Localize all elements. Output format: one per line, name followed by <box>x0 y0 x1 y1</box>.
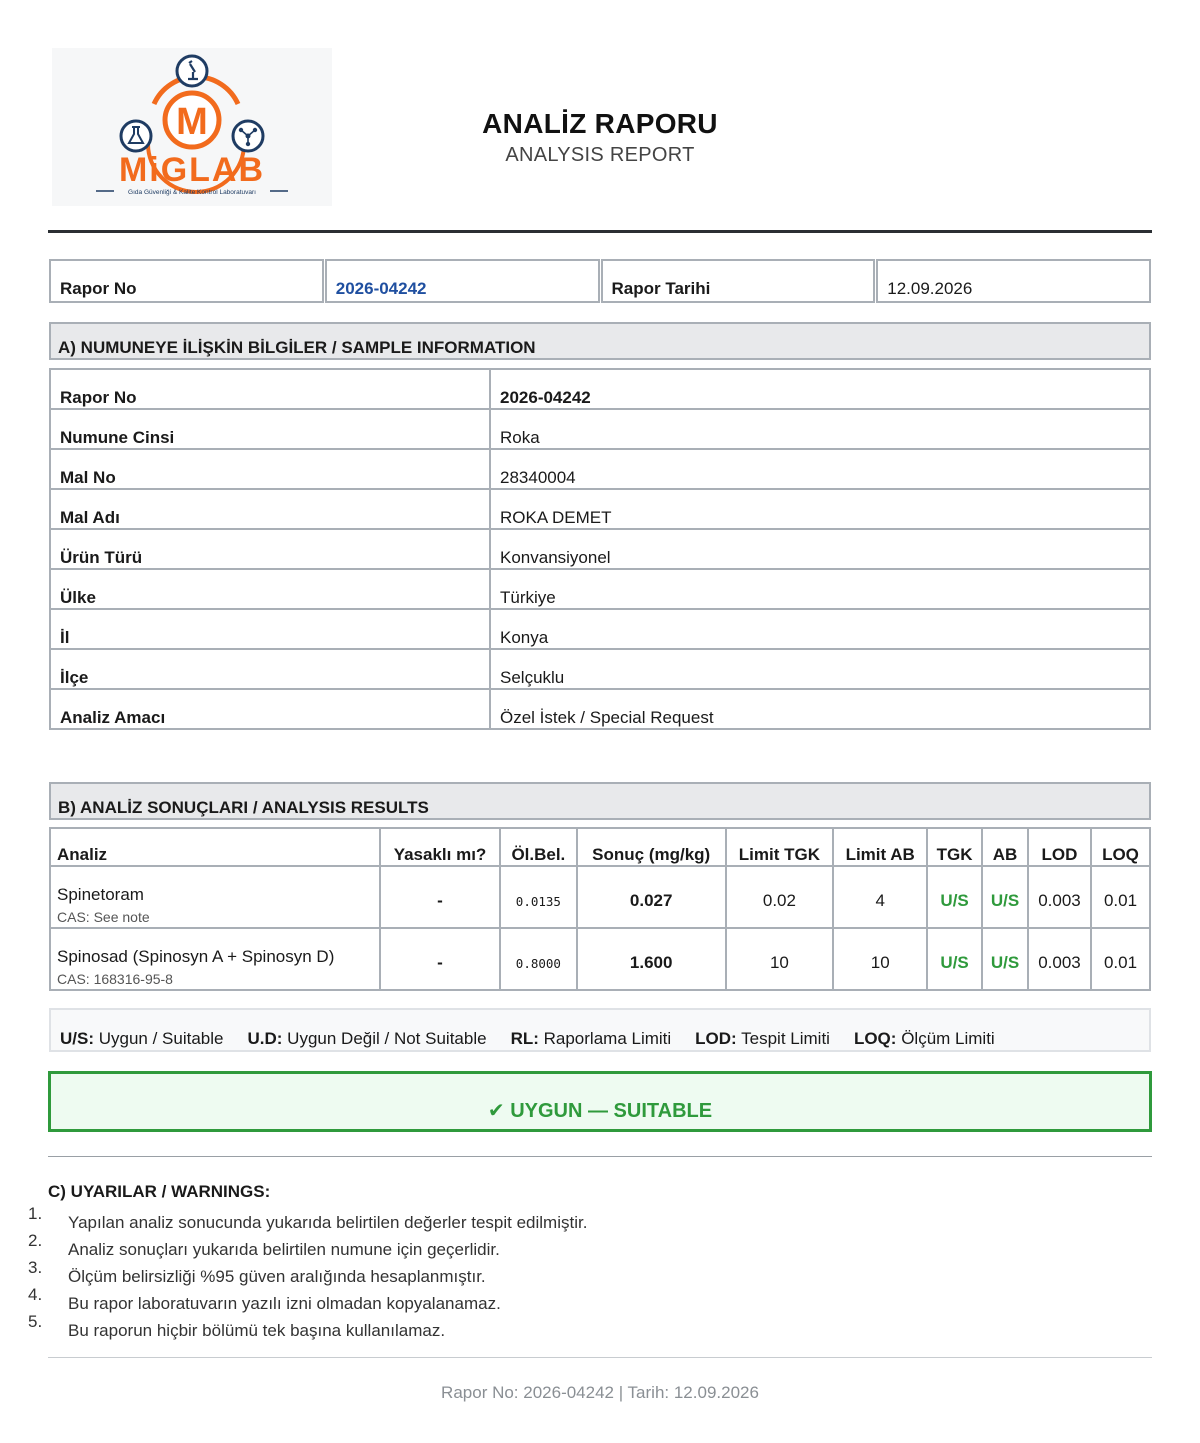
warning-text: Analiz sonuçları yukarıda belirtilen numune için geçerlidir. <box>68 1240 500 1259</box>
info-value: Konya <box>490 609 1150 649</box>
legend-abbr: LOD: <box>695 1029 737 1048</box>
info-value: Türkiye <box>490 569 1150 609</box>
result-value: 1.600 <box>577 928 726 990</box>
legend-item <box>854 1029 995 1049</box>
col-header-uncertainty: Öl.Bel. <box>500 828 577 866</box>
table-row <box>50 529 1150 569</box>
info-label: Ülke <box>50 569 490 609</box>
tgk-status: U/S <box>927 866 982 928</box>
col-header-loq: LOQ <box>1091 828 1150 866</box>
legend-text: Uygun Değil / Not Suitable <box>287 1029 487 1048</box>
abbreviation-legend <box>49 1008 1151 1052</box>
col-header-analysis: Analiz <box>50 828 380 866</box>
limit-tgk-value: 0.02 <box>726 866 834 928</box>
col-header-ab: AB <box>982 828 1028 866</box>
warning-number: 2. <box>28 1231 43 1250</box>
info-label: İlçe <box>50 649 490 689</box>
table-row <box>50 689 1150 729</box>
legend-abbr: LOQ: <box>853 1029 897 1048</box>
report-date-label: Rapor Tarihi <box>601 259 876 303</box>
logo-brand: MiGLAB <box>118 151 266 189</box>
info-value: Konvansiyonel <box>490 529 1150 569</box>
analysis-results-heading <box>49 782 1151 820</box>
analysis-results-title: B) ANALİZ SONUÇLARI / ANALYSIS RESULTS <box>58 798 429 817</box>
loq-value: 0.01 <box>1091 866 1150 928</box>
col-header-lod: LOD <box>1028 828 1091 866</box>
col-header-tgk: TGK <box>927 828 982 866</box>
lab-logo <box>52 48 332 206</box>
warning-text: Yapılan analiz sonucunda yukarıda belirtilen değerler tespit edilmiştir. <box>68 1213 588 1232</box>
table-row <box>50 928 1150 990</box>
sample-info-title: A) NUMUNEYE İLİŞKİN BİLGİLER / SAMPLE INFORMATION <box>58 338 536 357</box>
limit-ab-value: 10 <box>833 928 927 990</box>
microscope-icon <box>177 56 207 86</box>
report-meta-row <box>49 259 1151 303</box>
lod-value: 0.003 <box>1028 866 1091 928</box>
logo-tagline: Gıda Güvenliği & Kalite Kontrol Laboratuvarı <box>128 189 256 196</box>
col-header-limit-tgk: Limit TGK <box>726 828 834 866</box>
sample-info-table <box>49 368 1151 730</box>
flask-icon <box>121 121 151 151</box>
limit-ab-value: 4 <box>833 866 927 928</box>
legend-text: Ölçüm Limiti <box>901 1029 995 1048</box>
info-label: İl <box>50 609 490 649</box>
warning-text: Ölçüm belirsizliği %95 güven aralığında hesaplanmıştır. <box>68 1267 486 1286</box>
analyte-cas: CAS: 168316-95-8 <box>57 971 173 987</box>
header-divider <box>48 230 1152 233</box>
info-label: Ürün Türü <box>50 529 490 569</box>
report-subtitle: ANALYSIS REPORT <box>505 144 695 166</box>
table-header-row <box>50 828 1150 866</box>
ab-status: U/S <box>982 866 1028 928</box>
legend-item <box>695 1029 830 1049</box>
legend-item <box>511 1029 672 1049</box>
verdict-banner <box>48 1071 1152 1132</box>
analyte-name: Spinosad (Spinosyn A + Spinosyn D) <box>57 947 335 966</box>
info-value: Selçuklu <box>490 649 1150 689</box>
col-header-result: Sonuç (mg/kg) <box>577 828 726 866</box>
banned-value: - <box>380 928 500 990</box>
info-label: Numune Cinsi <box>50 409 490 449</box>
molecule-icon <box>233 121 263 151</box>
report-no-value[interactable]: 2026-04242 <box>325 259 600 303</box>
limit-tgk-value: 10 <box>726 928 834 990</box>
lod-value: 0.003 <box>1028 928 1091 990</box>
banned-value: - <box>380 866 500 928</box>
info-label: Analiz Amacı <box>50 689 490 729</box>
warnings-title: C) UYARILAR / WARNINGS: <box>48 1182 271 1201</box>
table-row <box>50 369 1150 409</box>
analyte-cas: CAS: See note <box>57 909 150 925</box>
ab-status: U/S <box>982 928 1028 990</box>
tgk-status: U/S <box>927 928 982 990</box>
analyte-cell <box>50 866 380 928</box>
legend-abbr: U.D: <box>247 1029 283 1048</box>
report-title-block <box>400 108 800 167</box>
page-footer: Rapor No: 2026-04242 | Tarih: 12.09.2026 <box>441 1383 759 1402</box>
verdict-text: ✔ UYGUN — SUITABLE <box>487 1100 713 1122</box>
warning-number: 4. <box>28 1285 43 1304</box>
legend-abbr: RL: <box>510 1029 539 1048</box>
info-value: 2026-04242 <box>490 369 1150 409</box>
warning-number: 3. <box>28 1258 43 1277</box>
legend-item <box>247 1029 486 1049</box>
info-value: Özel İstek / Special Request <box>490 689 1150 729</box>
legend-abbr: U/S: <box>60 1029 94 1048</box>
result-value: 0.027 <box>577 866 726 928</box>
warning-number: 5. <box>28 1312 43 1331</box>
analyte-name: Spinetoram <box>57 885 144 904</box>
warning-text: Bu raporun hiçbir bölümü tek başına kullanılamaz. <box>68 1321 446 1340</box>
table-row <box>50 866 1150 928</box>
legend-text: Tespit Limiti <box>741 1029 830 1048</box>
info-value: ROKA DEMET <box>490 489 1150 529</box>
table-row <box>50 449 1150 489</box>
table-row <box>50 409 1150 449</box>
table-row <box>50 649 1150 689</box>
table-row <box>50 489 1150 529</box>
legend-item <box>60 1029 223 1049</box>
info-value: 28340004 <box>490 449 1150 489</box>
loq-value: 0.01 <box>1091 928 1150 990</box>
analysis-results-table <box>49 827 1151 991</box>
sample-info-heading <box>49 322 1151 360</box>
logo-monogram: M <box>176 101 208 143</box>
warning-text: Bu rapor laboratuvarın yazılı izni olmadan kopyalanamaz. <box>68 1294 501 1313</box>
col-header-banned: Yasaklı mı? <box>380 828 500 866</box>
info-label: Mal Adı <box>50 489 490 529</box>
table-row <box>50 609 1150 649</box>
report-no-label: Rapor No <box>49 259 324 303</box>
legend-text: Uygun / Suitable <box>98 1029 224 1048</box>
info-value: Roka <box>490 409 1150 449</box>
logo-graphic <box>52 48 332 206</box>
info-label: Rapor No <box>50 369 490 409</box>
section-divider <box>48 1156 1152 1157</box>
warning-number: 1. <box>28 1204 43 1223</box>
footer-divider <box>48 1357 1152 1358</box>
legend-text: Raporlama Limiti <box>543 1029 672 1048</box>
uncertainty-value: 0.8000 <box>500 928 577 990</box>
table-row <box>50 569 1150 609</box>
report-date-value: 12.09.2026 <box>876 259 1151 303</box>
uncertainty-value: 0.0135 <box>500 866 577 928</box>
analyte-cell <box>50 928 380 990</box>
info-label: Mal No <box>50 449 490 489</box>
col-header-limit-ab: Limit AB <box>833 828 927 866</box>
report-title: ANALİZ RAPORU <box>482 108 718 139</box>
